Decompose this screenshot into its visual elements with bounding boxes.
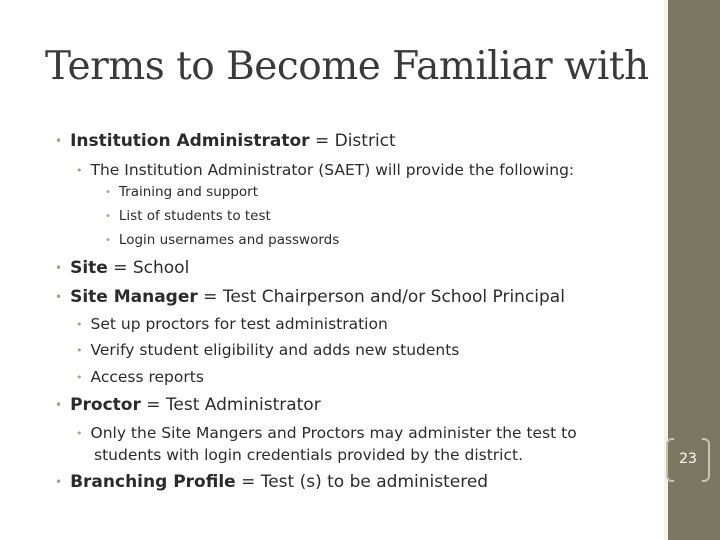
sub-bullet-text: The Institution Administrator (SAET) will provide the following: — [90, 161, 575, 179]
list-item-text: List of students to test — [118, 208, 271, 224]
bullet-proctor — [55, 395, 321, 415]
term-label: Site — [70, 258, 108, 278]
bullet-icon: • — [76, 318, 83, 331]
bullet-icon: • — [55, 475, 63, 489]
term-label: Institution Administrator — [70, 131, 310, 151]
bullet-branching-profile — [55, 472, 488, 492]
term-definition: = District — [309, 131, 396, 151]
list-item — [76, 368, 204, 386]
page-number-badge — [666, 438, 710, 482]
term-definition: = Test (s) to be administered — [235, 472, 489, 492]
bullet-icon: • — [105, 187, 111, 198]
list-item — [105, 208, 271, 224]
bullet-icon: • — [55, 290, 63, 304]
page-number: 23 — [679, 451, 697, 467]
term-definition: = Test Administrator — [140, 395, 321, 415]
term-label: Proctor — [70, 395, 141, 415]
sub-bullet-provides — [76, 161, 574, 179]
list-item-text: Verify student eligibility and adds new students — [90, 341, 460, 359]
bullet-icon: • — [55, 134, 63, 148]
list-item — [76, 315, 388, 333]
bullet-icon: • — [76, 371, 83, 384]
bullet-icon: • — [76, 344, 83, 357]
sub-bullet-proctor-note-continued: students with login credentials provided by the district. — [94, 446, 524, 464]
list-item — [105, 232, 339, 248]
sub-bullet-proctor-note — [76, 424, 577, 442]
bullet-icon: • — [105, 211, 111, 222]
list-item-text: Login usernames and passwords — [118, 232, 340, 248]
slide-title: Terms to Become Familiar with — [45, 44, 649, 89]
term-definition: = School — [107, 258, 190, 278]
list-item-text: Training and support — [118, 184, 258, 200]
list-item-text: Access reports — [90, 368, 204, 386]
bullet-icon: • — [55, 261, 63, 275]
list-item-text: Set up proctors for test administration — [90, 315, 388, 333]
list-item — [105, 184, 258, 200]
bullet-icon: • — [105, 235, 111, 246]
bullet-site-manager — [55, 287, 565, 307]
list-item — [76, 341, 459, 359]
bullet-institution-administrator — [55, 131, 396, 151]
sub-bullet-text: Only the Site Mangers and Proctors may administer the test to — [90, 424, 577, 442]
bullet-icon: • — [55, 398, 63, 412]
bullet-icon: • — [76, 427, 83, 440]
bullet-site — [55, 258, 189, 278]
term-label: Site Manager — [70, 287, 198, 307]
bullet-icon: • — [76, 164, 83, 177]
term-definition: = Test Chairperson and/or School Principal — [197, 287, 565, 307]
term-label: Branching Profile — [70, 472, 236, 492]
